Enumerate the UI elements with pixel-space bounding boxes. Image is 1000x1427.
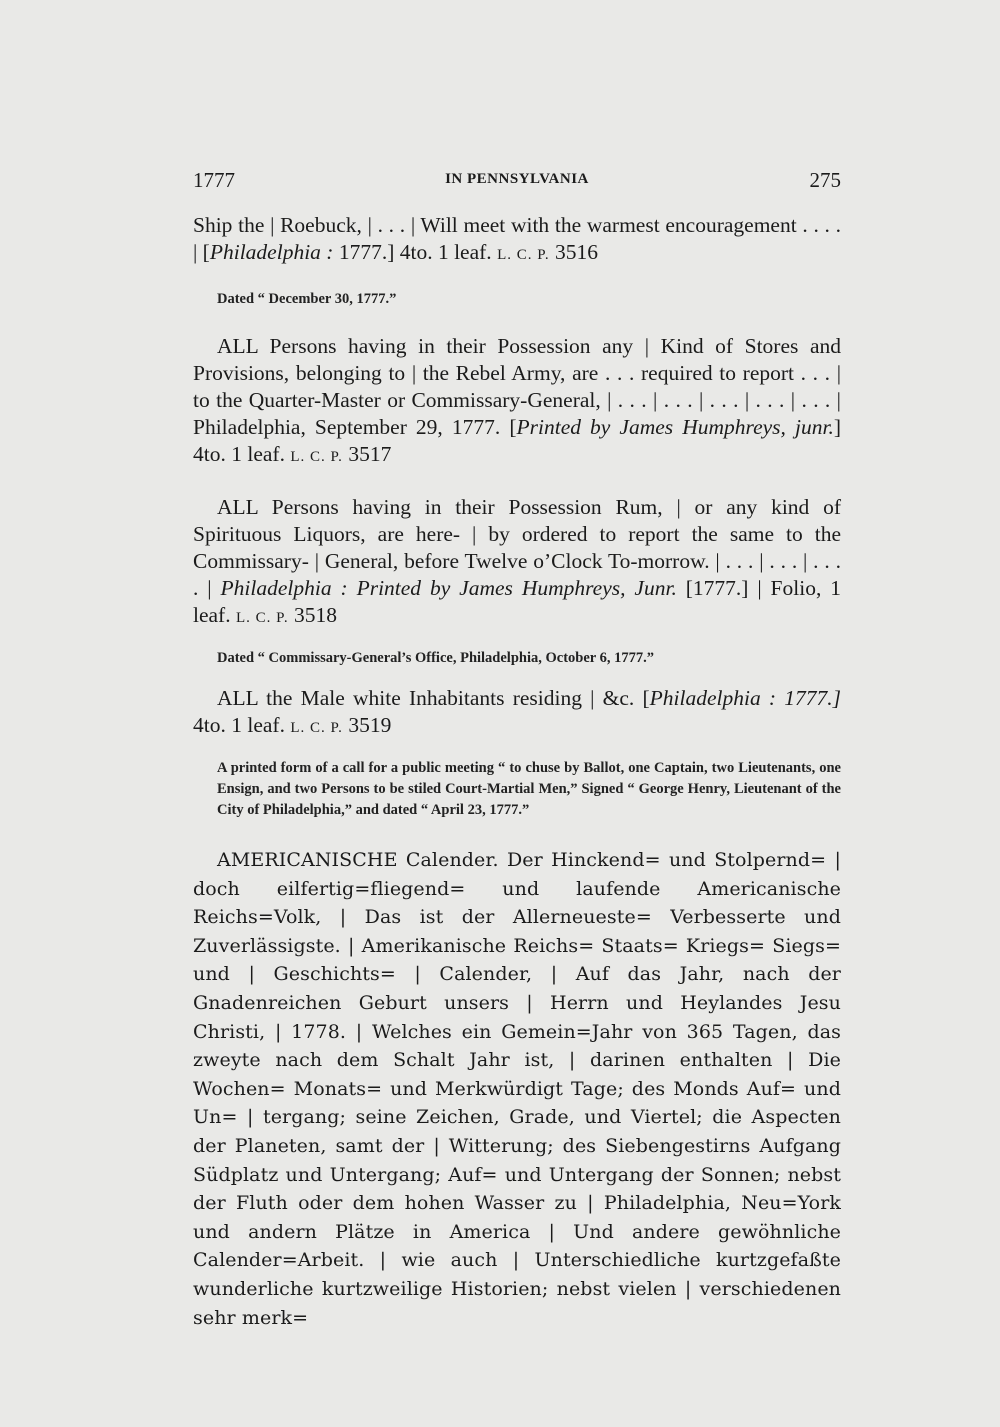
entry-3517-format: ] 4to. 1 leaf. <box>193 415 841 466</box>
entry-3517-printer: Printed by James Humphreys, junr. <box>516 415 834 439</box>
entry-3516-format: 1777.] 4to. 1 leaf. <box>333 240 492 264</box>
note-3518: Dated “ Commissary-General’s Office, Philadelphia, October 6, 1777.” <box>217 650 654 666</box>
entry-3519-lcp: L. C. P. <box>290 720 343 736</box>
entry-3517-text: ALL Persons having in their Possession any | Kind of Stores and Provisions, belonging to | the Rebel Army, are . . . required to report . . . | to the Quarter-Master or Commissary-General, | . . . | . . . | . . . | . . . | . . . | Philadelphia, September 29, 1777. [ <box>193 334 841 439</box>
note-3516: Dated “ December 30, 1777.” <box>217 291 397 307</box>
entry-3519 <box>193 685 841 742</box>
entry-3519-format: 4to. 1 leaf. <box>193 713 285 737</box>
header-year: 1777 <box>193 168 235 192</box>
entry-3518-number: 3518 <box>293 603 337 627</box>
entry-3519-text: ALL the Male white Inhabitants residing | &c. [ <box>217 686 650 710</box>
entry-3518-lcp: L. C. P. <box>235 610 289 626</box>
note-3519: A printed form of a call for a public meeting “ to chuse by Ballot, one Captain, two Lieutenants, one Ensign, and two Persons to be stiled Court-Martial Men,” Signed “ George Henry, Lieutenant of the City of Philadelphia,” and dated “ April 23, 1777.” <box>217 760 841 818</box>
entry-3518-format: [1777.] | Folio, 1 leaf. <box>193 576 842 627</box>
entry-3518 <box>193 494 841 632</box>
entry-3517-number: 3517 <box>348 442 392 466</box>
calender-text: AMERICANISCHE Calender. Der Hinckend= und Stolpernd= | doch eilfertig=fliegend= und laufende Americanische Reichs=Volk, | Das ist der Allerneueste= Verbesserte und Zuverlässigste. | Amerikanische Reichs= Staats= Kriegs= Siegs= und | Geschichts= | Calender, | Auf das Jahr, nach der Gnadenreichen Geburt unsers | Herrn und Heylandes Jesu Christi, | 1778. | Welches ein Gemein=Jahr von 365 Tagen, das zweyte nach dem Schalt Jahr ist, | darinen enthalten | Die Wochen= Monats= und Merkwürdigt Tage; des Monds Auf= und Un= | tergang; seine Zeichen, Grade, und Viertel; die Aspecten der Planeten, samt der | Witterung; des Siebengestirns Aufgang Südplatz und Untergang; Auf= und Untergang der Sonnen; nebst der Fluth oder dem hohen Wasser zu | Philadelphia, Neu=York und andern Plätze in America | Und andere gewöhnliche Calender=Arbeit. | wie auch | Unterschiedliche kurtzgefaßte wunderliche kurtzweilige Historien; nebst vielen | verschiedenen sehr merk= <box>193 849 841 1329</box>
entry-3519-place: Philadelphia : 1777.] <box>649 686 841 710</box>
entry-3516-lcp: L. C. P. <box>497 247 550 263</box>
entry-3518-text: ALL Persons having in their Possession Rum, | or any kind of Spirituous Liquors, are here- | by ordered to report the same to the Commissary- | General, before Twelve o’Clock To-morrow. | . . . | . . . | . . . . | <box>193 495 841 600</box>
entry-3516-text: Ship the | Roebuck, | . . . | Will meet with the warmest encouragement . . . . | [ <box>193 213 841 264</box>
page-number: 275 <box>809 168 841 192</box>
entry-3517-lcp: L. C. P. <box>290 449 343 465</box>
entry-3516 <box>193 212 841 269</box>
running-header <box>193 168 841 198</box>
entry-3516-number: 3516 <box>555 240 599 264</box>
header-title: IN PENNSYLVANIA <box>445 171 589 187</box>
entry-3519-number: 3519 <box>348 713 392 737</box>
entry-calender-fraktur <box>193 846 841 1332</box>
entry-3517 <box>193 333 841 471</box>
entry-3516-place: Philadelphia : <box>209 240 334 264</box>
text-column <box>193 212 841 1332</box>
entry-3518-printer: Philadelphia : Printed by James Humphreys, Junr. <box>220 576 677 600</box>
